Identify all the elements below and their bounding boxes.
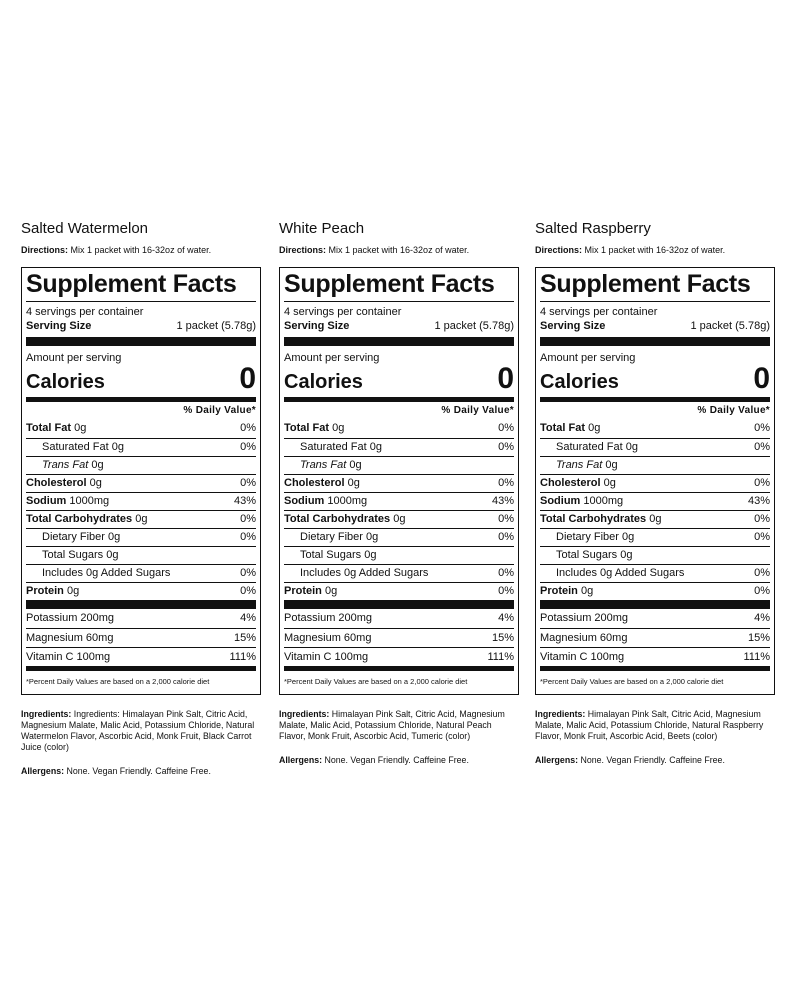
nutrient-name: Protein [26,585,64,597]
footnote: *Percent Daily Values are based on a 2,000 calorie diet [540,677,724,686]
directions-text: Mix 1 packet with 16-32oz of water. [326,245,470,255]
nutrient-amount: 0g [132,513,148,525]
mineral-row [26,628,256,647]
product-column [21,220,261,776]
amount-per-serving: Amount per serving [284,352,380,364]
nutrient-label [26,511,147,528]
serving-size-label: Serving Size [26,320,92,332]
nutrient-amount: 0g [346,459,362,471]
nutrient-amount: 0g [63,585,80,597]
nutrient-daily-value: 0% [754,567,770,579]
nutrient-daily-value: 0% [240,422,256,434]
nutrient-amount: Includes 0g Added Sugars [300,567,429,579]
directions-label: Directions: [21,245,69,255]
calories-row [26,362,256,395]
nutrient-amount: Dietary Fiber 0g [42,531,121,543]
nutrient-row [540,420,770,438]
nutrient-name: Trans Fat [300,459,347,471]
nutrient-amount: 0g [390,513,406,525]
allergens-label: Allergens: [535,755,579,765]
allergens-text: None. Vegan Friendly. Caffeine Free. [578,755,725,765]
nutrient-daily-value: 0% [240,513,256,525]
ingredients-label: Ingredients: [21,709,72,719]
mineral-daily-value: 15% [747,632,770,644]
nutrient-label [540,493,623,510]
calories-label: Calories [26,371,105,393]
nutrient-name: Total Fat [284,422,330,434]
nutrient-label [26,583,79,600]
ingredients [535,709,770,742]
nutrient-row [26,438,256,456]
nutrient-daily-value: 0% [240,585,256,597]
serving-size-row [540,319,770,334]
nutrient-amount: 0g [321,585,338,597]
nutrient-row [26,582,256,600]
supplement-facts-panel [279,267,519,695]
nutrient-amount: Includes 0g Added Sugars [556,567,685,579]
nutrient-row [284,546,514,564]
nutrient-name: Sodium [540,495,581,507]
nutrient-name: Total Carbohydrates [26,513,133,525]
nutrient-label [284,439,382,456]
nutrient-label [26,475,102,492]
nutrient-row [284,456,514,474]
nutrient-row [26,564,256,582]
mineral-list [26,609,256,666]
directions [279,245,519,259]
footnote: *Percent Daily Values are based on a 2,000 calorie diet [26,677,210,686]
nutrient-daily-value: 0% [240,567,256,579]
nutrient-amount: 0g [602,459,618,471]
nutrient-amount: 0g [585,422,601,434]
supplement-facts-panel [21,267,261,695]
nutrient-daily-value: 0% [240,441,256,453]
flavor-name: White Peach [279,220,365,237]
serving-size-row [26,319,256,334]
allergens [535,755,775,765]
allergens-label: Allergens: [279,755,323,765]
nutrient-list [284,420,514,600]
mineral-row [540,647,770,666]
nutrient-row [540,546,770,564]
nutrient-daily-value: 0% [498,513,514,525]
nutrient-amount: Includes 0g Added Sugars [42,567,171,579]
mineral-row [26,647,256,666]
nutrient-daily-value: 0% [498,422,514,434]
serving-size-label: Serving Size [284,320,350,332]
thick-divider [26,337,256,346]
allergens [279,755,519,765]
nutrient-amount: Total Sugars 0g [42,549,119,561]
mineral-list [540,609,770,666]
nutrient-name: Trans Fat [42,459,89,471]
mineral-daily-value: 111% [743,651,770,663]
nutrient-name: Total Fat [26,422,72,434]
nutrient-label [540,583,593,600]
mineral-list [284,609,514,666]
nutrient-label [284,457,362,474]
nutrient-label [284,529,378,546]
panel-title: Supplement Facts [26,270,237,298]
nutrient-label [540,565,684,582]
nutrient-row [26,456,256,474]
allergens-text: None. Vegan Friendly. Caffeine Free. [64,766,211,776]
nutrient-amount: Dietary Fiber 0g [300,531,379,543]
nutrient-name: Total Fat [540,422,586,434]
mineral-label: Potassium 200mg [284,612,373,624]
nutrient-daily-value: 0% [498,477,514,489]
ingredients-label: Ingredients: [535,709,586,719]
nutrient-row [284,528,514,546]
product-column [535,220,775,765]
nutrient-label [284,475,360,492]
calories-value: 0 [497,362,514,395]
nutrient-row [540,564,770,582]
nutrient-name: Protein [284,585,322,597]
nutrient-row [284,420,514,438]
mineral-row [284,628,514,647]
product-column [279,220,519,765]
mineral-label: Vitamin C 100mg [26,651,111,663]
nutrient-daily-value: 0% [240,531,256,543]
nutrient-label [284,493,367,510]
nutrient-row [26,492,256,510]
thick-divider [540,337,770,346]
nutrient-label [284,511,405,528]
nutrient-daily-value: 0% [754,477,770,489]
nutrient-row [26,528,256,546]
nutrient-label [540,420,600,438]
amount-per-serving: Amount per serving [26,352,122,364]
nutrient-row [26,510,256,528]
nutrient-row [284,492,514,510]
ingredients [279,709,514,742]
panel-title: Supplement Facts [284,270,495,298]
mineral-label: Vitamin C 100mg [540,651,625,663]
mineral-daily-value: 15% [491,632,514,644]
ingredients-text: Ingredients: Himalayan Pink Salt, Citric Acid, Magnesium Malate, Malic Acid, Potassium Chloride, Natural Watermelon Flavor, Ascorbic Acid, Monk Fruit, Black Carrot Juice (color) [21,709,255,752]
nutrient-amount: 0g [88,459,104,471]
directions [535,245,775,259]
mineral-label: Magnesium 60mg [284,632,372,644]
mineral-daily-value: 4% [754,612,770,624]
nutrient-name: Cholesterol [26,477,87,489]
nutrient-label [26,529,120,546]
nutrient-label [26,457,104,474]
divider [26,301,256,302]
calories-label: Calories [540,371,619,393]
nutrient-daily-value: 43% [747,495,770,507]
nutrient-row [540,456,770,474]
calories-row [540,362,770,395]
nutrient-label [284,547,376,564]
nutrient-label [26,420,86,438]
mineral-label: Potassium 200mg [26,612,115,624]
nutrient-row [26,474,256,492]
nutrient-label [540,547,632,564]
nutrient-label [540,439,638,456]
nutrient-label [284,583,337,600]
directions-label: Directions: [535,245,583,255]
nutrient-row [284,582,514,600]
mineral-row [26,609,256,628]
nutrient-label [26,439,124,456]
nutrient-amount: 0g [646,513,662,525]
servings-per-container: 4 servings per container [26,306,144,318]
footnote: *Percent Daily Values are based on a 2,000 calorie diet [284,677,468,686]
allergens-text: None. Vegan Friendly. Caffeine Free. [322,755,469,765]
calories-label: Calories [284,371,363,393]
nutrient-daily-value: 0% [498,531,514,543]
serving-size-value: 1 packet (5.78g) [176,320,256,332]
thick-divider [540,600,770,609]
nutrient-label [26,565,170,582]
nutrient-amount: Dietary Fiber 0g [556,531,635,543]
nutrient-row [540,474,770,492]
ingredients-text: Himalayan Pink Salt, Citric Acid, Magnesium Malate, Malic Acid, Potassium Chloride, Natural Peach Flavor, Monk Fruit, Ascorbic Acid, Tumeric (color) [279,709,505,741]
nutrient-amount: Total Sugars 0g [300,549,377,561]
nutrient-daily-value: 0% [498,567,514,579]
mineral-daily-value: 111% [487,651,514,663]
nutrient-daily-value: 0% [498,585,514,597]
nutrient-name: Cholesterol [284,477,345,489]
divider [284,301,514,302]
medium-divider [540,666,770,671]
allergens [21,766,261,776]
nutrient-daily-value: 43% [233,495,256,507]
mineral-row [540,609,770,628]
serving-size-value: 1 packet (5.78g) [690,320,770,332]
nutrient-daily-value: 0% [754,513,770,525]
nutrient-label [26,547,118,564]
flavor-name: Salted Raspberry [535,220,651,237]
daily-value-header: % Daily Value* [697,405,770,416]
nutrient-row [284,438,514,456]
nutrient-row [26,546,256,564]
mineral-row [284,609,514,628]
nutrient-amount: 0g [86,477,102,489]
supplement-facts-panel [535,267,775,695]
nutrient-label [284,565,428,582]
directions [21,245,261,259]
nutrient-label [26,493,109,510]
nutrient-daily-value: 0% [240,477,256,489]
nutrient-label [284,420,344,438]
calories-row [284,362,514,395]
serving-size-label: Serving Size [540,320,606,332]
mineral-daily-value: 4% [498,612,514,624]
nutrient-amount: Saturated Fat 0g [42,441,124,453]
ingredients [21,709,256,753]
directions-label: Directions: [279,245,327,255]
mineral-label: Vitamin C 100mg [284,651,369,663]
directions-text: Mix 1 packet with 16-32oz of water. [582,245,726,255]
nutrient-amount: 0g [600,477,616,489]
nutrient-list [540,420,770,600]
nutrient-amount: Saturated Fat 0g [300,441,382,453]
nutrient-label [540,529,634,546]
mineral-row [284,647,514,666]
thick-divider [284,337,514,346]
nutrient-amount: 0g [577,585,594,597]
nutrient-row [540,582,770,600]
nutrient-daily-value: 0% [498,441,514,453]
nutrient-amount: 1000mg [580,495,624,507]
nutrient-name: Sodium [26,495,67,507]
servings-per-container: 4 servings per container [540,306,658,318]
nutrient-amount: Saturated Fat 0g [556,441,638,453]
allergens-label: Allergens: [21,766,65,776]
mineral-daily-value: 15% [233,632,256,644]
nutrient-amount: Total Sugars 0g [556,549,633,561]
ingredients-text: Himalayan Pink Salt, Citric Acid, Magnesium Malate, Malic Acid, Potassium Chloride, Natural Raspberry Flavor, Monk Fruit, Ascorbic Acid, Beets (color) [535,709,764,741]
nutrient-amount: 0g [329,422,345,434]
nutrient-row [540,492,770,510]
mineral-label: Magnesium 60mg [540,632,628,644]
mineral-daily-value: 4% [240,612,256,624]
nutrient-daily-value: 43% [491,495,514,507]
directions-text: Mix 1 packet with 16-32oz of water. [68,245,212,255]
nutrient-amount: 0g [71,422,87,434]
flavor-name: Salted Watermelon [21,220,149,237]
mineral-label: Magnesium 60mg [26,632,114,644]
amount-per-serving: Amount per serving [540,352,636,364]
nutrient-amount: 1000mg [66,495,110,507]
nutrient-daily-value: 0% [754,422,770,434]
nutrient-amount: 0g [344,477,360,489]
thick-divider [26,600,256,609]
nutrient-row [540,438,770,456]
thick-divider [284,600,514,609]
nutrient-label [540,475,616,492]
ingredients-label: Ingredients: [279,709,330,719]
nutrient-row [540,510,770,528]
nutrient-row [284,474,514,492]
calories-value: 0 [753,362,770,395]
nutrient-label [540,457,618,474]
daily-value-header: % Daily Value* [441,405,514,416]
nutrient-label [540,511,661,528]
nutrient-daily-value: 0% [754,441,770,453]
medium-divider [26,666,256,671]
nutrient-name: Sodium [284,495,325,507]
serving-size-row [284,319,514,334]
divider [540,301,770,302]
nutrient-amount: 1000mg [324,495,368,507]
nutrient-name: Cholesterol [540,477,601,489]
nutrient-row [284,510,514,528]
medium-divider [284,666,514,671]
nutrient-name: Protein [540,585,578,597]
nutrient-daily-value: 0% [754,531,770,543]
servings-per-container: 4 servings per container [284,306,402,318]
serving-size-value: 1 packet (5.78g) [434,320,514,332]
daily-value-header: % Daily Value* [183,405,256,416]
nutrient-row [26,420,256,438]
nutrient-name: Trans Fat [556,459,603,471]
mineral-row [540,628,770,647]
nutrient-daily-value: 0% [754,585,770,597]
calories-value: 0 [239,362,256,395]
mineral-label: Potassium 200mg [540,612,629,624]
nutrient-row [284,564,514,582]
mineral-daily-value: 111% [229,651,256,663]
nutrient-row [540,528,770,546]
panel-title: Supplement Facts [540,270,751,298]
nutrient-list [26,420,256,600]
nutrient-name: Total Carbohydrates [540,513,647,525]
nutrient-name: Total Carbohydrates [284,513,391,525]
